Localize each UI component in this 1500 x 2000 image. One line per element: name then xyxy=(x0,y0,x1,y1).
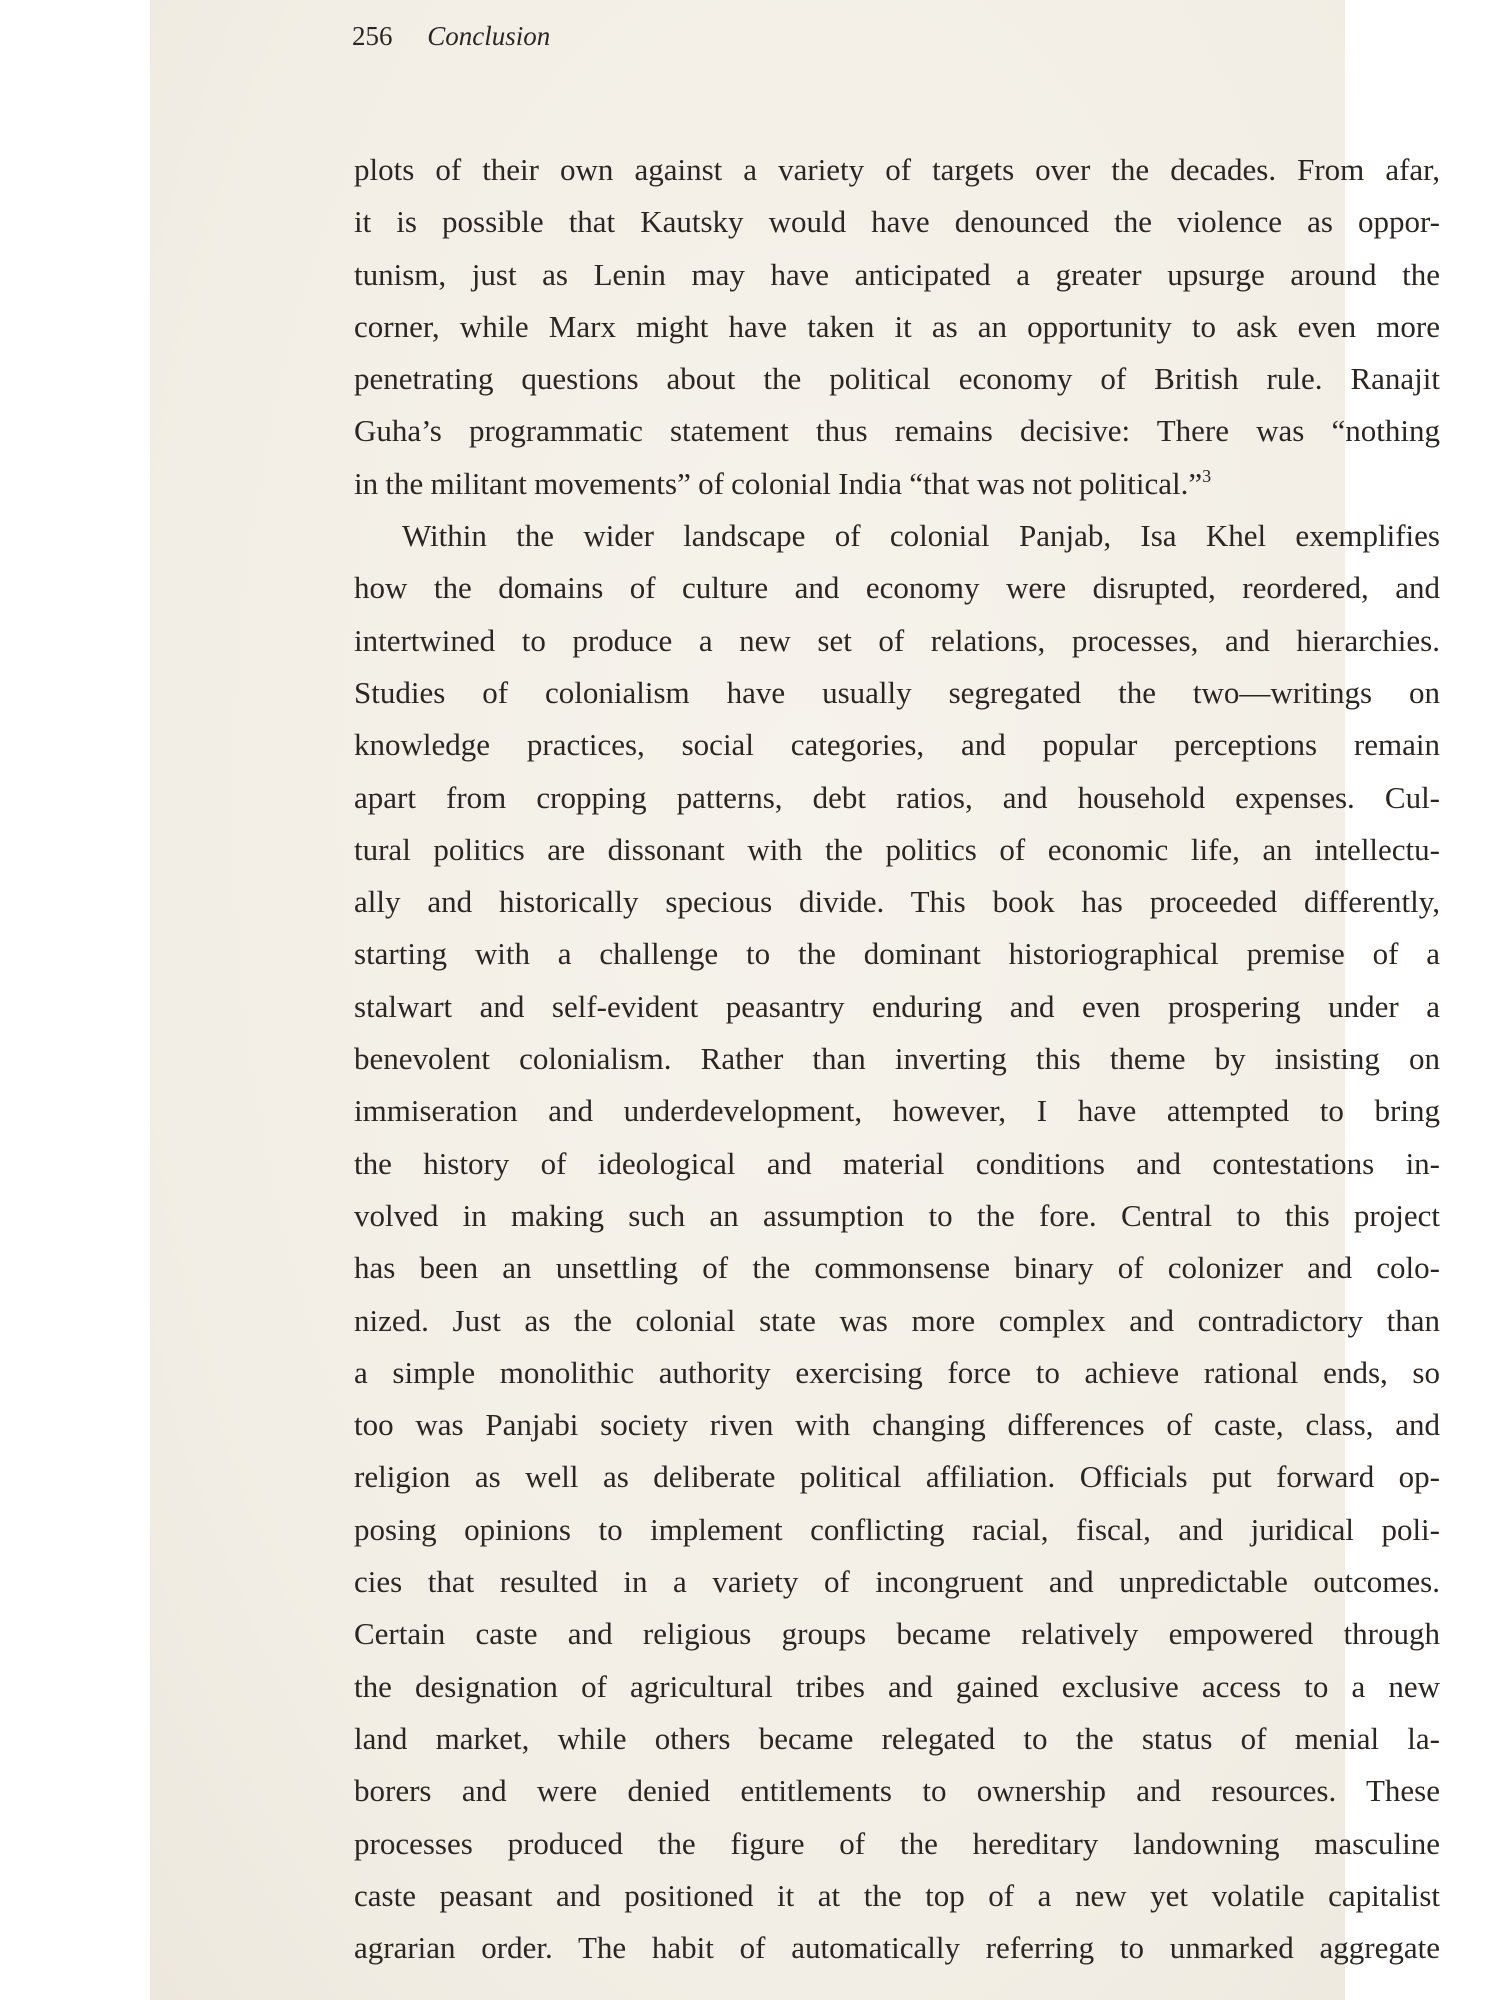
text-line: the designation of agricultural tribes and gained exclusive access to a new xyxy=(354,1668,1440,1704)
chapter-title: Conclusion xyxy=(427,21,551,51)
text-line: the history of ideological and material conditions and contestations in- xyxy=(354,1145,1440,1181)
text-line: knowledge practices, social categories, and popular perceptions remain xyxy=(354,727,1440,763)
text-line: posing opinions to implement conflicting racial, fiscal, and juridical poli- xyxy=(354,1511,1440,1547)
text-line: Within the wider landscape of colonial Panjab, Isa Khel exemplifies xyxy=(402,518,1440,554)
text-line: Certain caste and religious groups became relatively empowered through xyxy=(354,1616,1440,1652)
paragraph-1 xyxy=(354,144,1440,510)
text-line: Studies of colonialism have usually segregated the two—writings on xyxy=(354,674,1440,710)
text-line: benevolent colonialism. Rather than inverting this theme by insisting on xyxy=(354,1041,1440,1077)
text-line: apart from cropping patterns, debt ratios, and household expenses. Cul- xyxy=(354,779,1440,815)
page-number: 256 xyxy=(352,21,393,51)
running-head xyxy=(352,14,550,58)
text-line: intertwined to produce a new set of relations, processes, and hierarchies. xyxy=(354,622,1440,658)
text-line: agrarian order. The habit of automatically referring to unmarked aggregate xyxy=(354,1930,1440,1966)
text-line: tural politics are dissonant with the politics of economic life, an intellectu- xyxy=(354,831,1440,867)
text-line: tunism, just as Lenin may have anticipated a greater upsurge around the xyxy=(354,256,1440,292)
text-line: processes produced the figure of the hereditary landowning masculine xyxy=(354,1825,1440,1861)
text-line: immiseration and underdevelopment, however, I have attempted to bring xyxy=(354,1093,1440,1129)
text-line: nized. Just as the colonial state was more complex and contradictory than xyxy=(354,1302,1440,1338)
text-line: corner, while Marx might have taken it as an opportunity to ask even more xyxy=(354,308,1440,344)
text-line: plots of their own against a variety of targets over the decades. From afar, xyxy=(354,152,1440,187)
text-line: starting with a challenge to the dominant historiographical premise of a xyxy=(354,936,1440,972)
text-line: Guha’s programmatic statement thus remains decisive: There was “nothing xyxy=(354,413,1440,449)
text-line: too was Panjabi society riven with changing differences of caste, class, and xyxy=(354,1407,1440,1443)
text-line: volved in making such an assumption to the fore. Central to this project xyxy=(354,1197,1440,1233)
footnote-reference: 3 xyxy=(1202,465,1212,486)
body-text xyxy=(354,144,1440,1974)
book-page xyxy=(150,0,1440,2000)
text-line: a simple monolithic authority exercising force to achieve rational ends, so xyxy=(354,1354,1440,1390)
text-line: penetrating questions about the political economy of British rule. Ranajit xyxy=(354,361,1440,397)
text-line: how the domains of culture and economy were disrupted, reordered, and xyxy=(354,570,1440,606)
text-line: religion as well as deliberate political affiliation. Officials put forward op- xyxy=(354,1459,1440,1495)
text-line: land market, while others became relegated to the status of menial la- xyxy=(354,1720,1440,1756)
text-line: cies that resulted in a variety of incongruent and unpredictable outcomes. xyxy=(354,1564,1440,1600)
text-line-content: in the militant movements” of colonial India “that was not political.” xyxy=(354,465,1203,501)
text-line: it is possible that Kautsky would have denounced the violence as oppor- xyxy=(354,204,1440,240)
text-line: ally and historically specious divide. This book has proceeded differently, xyxy=(354,884,1440,920)
text-line: stalwart and self-evident peasantry enduring and even prospering under a xyxy=(354,988,1440,1024)
text-line xyxy=(354,458,1440,510)
text-line: borers and were denied entitlements to ownership and resources. These xyxy=(354,1773,1440,1809)
paragraph-2 xyxy=(354,510,1440,1974)
text-line: caste peasant and positioned it at the top of a new yet volatile capitalist xyxy=(354,1877,1440,1913)
text-line: has been an unsettling of the commonsense binary of colonizer and colo- xyxy=(354,1250,1440,1286)
